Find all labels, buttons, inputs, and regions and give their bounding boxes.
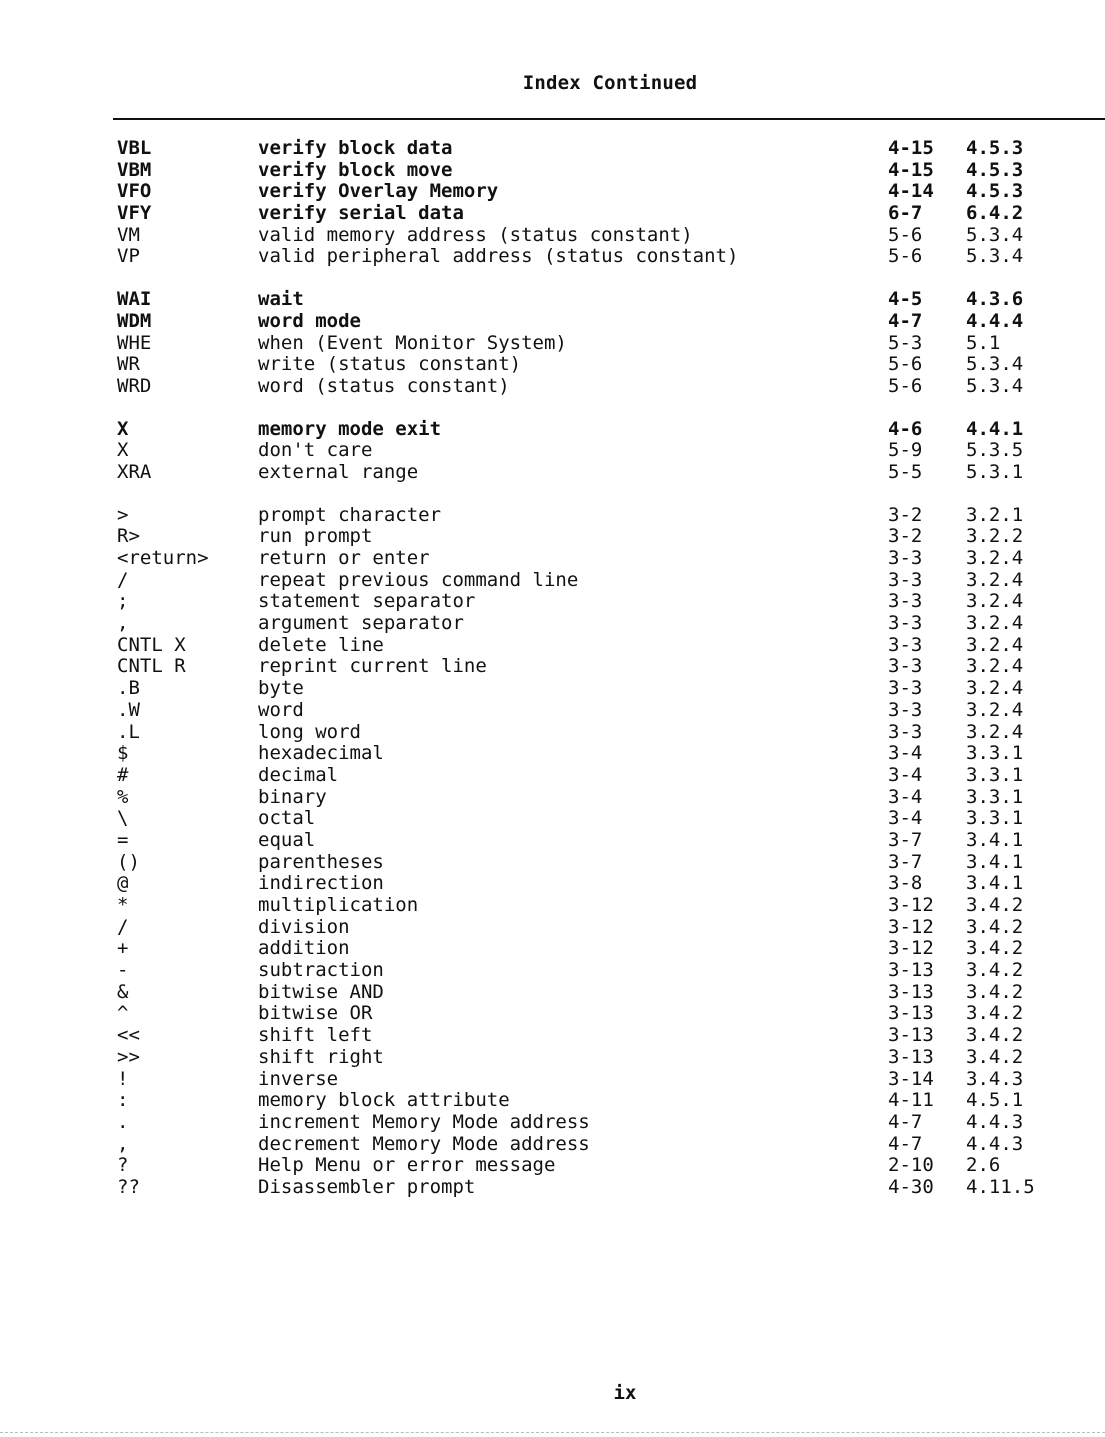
entry-section: 3.2.4 bbox=[966, 655, 1024, 678]
entry-page: 5-6 bbox=[888, 353, 923, 376]
index-entry bbox=[0, 181, 1105, 203]
entry-description: Help Menu or error message bbox=[258, 1154, 556, 1177]
entry-section: 3.4.2 bbox=[966, 915, 1024, 938]
entry-code: CNTL R bbox=[117, 655, 186, 678]
entry-code: .B bbox=[117, 677, 140, 700]
index-entry bbox=[0, 376, 1105, 398]
index-entry bbox=[0, 895, 1105, 917]
entry-code: VBL bbox=[117, 137, 152, 159]
index-group bbox=[0, 289, 1105, 397]
entry-page: 6-7 bbox=[888, 202, 923, 225]
entry-code: .W bbox=[117, 698, 140, 721]
entry-description: argument separator bbox=[258, 612, 464, 635]
entry-page: 3-7 bbox=[888, 828, 923, 851]
entry-description: bitwise AND bbox=[258, 980, 384, 1003]
entry-page: 3-13 bbox=[888, 959, 934, 982]
entry-page: 3-13 bbox=[888, 980, 934, 1003]
entry-page: 3-4 bbox=[888, 785, 923, 808]
entry-description: write (status constant) bbox=[258, 353, 522, 376]
entry-description: word bbox=[258, 698, 304, 721]
entry-section: 4.3.6 bbox=[966, 288, 1024, 311]
entry-code: # bbox=[117, 763, 129, 786]
entry-description: long word bbox=[258, 720, 361, 743]
entry-code: << bbox=[117, 1024, 140, 1047]
entry-section: 4.5.3 bbox=[966, 180, 1024, 203]
entry-section: 4.5.1 bbox=[966, 1089, 1024, 1112]
entry-code: - bbox=[117, 959, 129, 982]
entry-section: 5.3.4 bbox=[966, 374, 1024, 397]
entry-section: 3.2.2 bbox=[966, 525, 1024, 548]
index-entry bbox=[0, 570, 1105, 592]
entry-section: 3.4.2 bbox=[966, 959, 1024, 982]
entry-page: 3-2 bbox=[888, 503, 923, 526]
entry-code: / bbox=[117, 915, 129, 938]
entry-section: 3.4.1 bbox=[966, 828, 1024, 851]
scan-edge-line bbox=[0, 1432, 1105, 1433]
entry-description: delete line bbox=[258, 633, 384, 656]
entry-description: subtraction bbox=[258, 959, 384, 982]
index-entry bbox=[0, 700, 1105, 722]
entry-description: valid peripheral address (status constant) bbox=[258, 245, 739, 268]
entry-section: 3.2.1 bbox=[966, 503, 1024, 526]
index-entry bbox=[0, 354, 1105, 376]
entry-page: 3-8 bbox=[888, 872, 923, 895]
entry-section: 5.3.4 bbox=[966, 353, 1024, 376]
index-group bbox=[0, 138, 1105, 268]
page-title: Index Continued bbox=[522, 72, 698, 94]
entry-description: wait bbox=[258, 288, 304, 311]
entry-code: CNTL X bbox=[117, 633, 186, 656]
entry-page: 3-3 bbox=[888, 590, 923, 613]
entry-section: 6.4.2 bbox=[966, 202, 1024, 225]
entry-description: verify block move bbox=[258, 158, 453, 181]
entry-description: byte bbox=[258, 677, 304, 700]
entry-section: 2.6 bbox=[966, 1154, 1001, 1177]
index-entry bbox=[0, 1134, 1105, 1156]
index-entry bbox=[0, 808, 1105, 830]
entry-page: 3-12 bbox=[888, 915, 934, 938]
entry-description: valid memory address (status constant) bbox=[258, 223, 693, 246]
entry-page: 5-6 bbox=[888, 223, 923, 246]
entry-page: 3-4 bbox=[888, 742, 923, 765]
index-entry bbox=[0, 743, 1105, 765]
entry-section: 4.4.4 bbox=[966, 309, 1024, 332]
entry-description: prompt character bbox=[258, 503, 442, 526]
entry-description: decrement Memory Mode address bbox=[258, 1132, 590, 1155]
entry-description: shift left bbox=[258, 1024, 373, 1047]
entry-description: word mode bbox=[258, 309, 361, 332]
entry-description: division bbox=[258, 915, 350, 938]
entry-code: ; bbox=[117, 590, 129, 613]
entry-page: 3-13 bbox=[888, 1002, 934, 1025]
index-group bbox=[0, 419, 1105, 484]
entry-code: WAI bbox=[117, 288, 152, 311]
entry-code: , bbox=[117, 612, 129, 635]
entry-description: reprint current line bbox=[258, 655, 487, 678]
entry-page: 4-15 bbox=[888, 158, 934, 181]
entry-section: 3.4.2 bbox=[966, 1045, 1024, 1068]
entry-section: 3.4.2 bbox=[966, 1024, 1024, 1047]
entry-section: 4.11.5 bbox=[966, 1175, 1035, 1198]
entry-description: hexadecimal bbox=[258, 742, 384, 765]
index-entry bbox=[0, 982, 1105, 1004]
entry-page: 3-12 bbox=[888, 937, 934, 960]
entry-description: verify Overlay Memory bbox=[258, 180, 499, 203]
entry-page: 4-15 bbox=[888, 137, 934, 159]
entry-code: ? bbox=[117, 1154, 129, 1177]
entry-page: 4-7 bbox=[888, 1110, 923, 1133]
entry-code: * bbox=[117, 894, 129, 916]
entry-page: 5-3 bbox=[888, 331, 923, 354]
entry-description: statement separator bbox=[258, 590, 476, 613]
entry-section: 3.4.1 bbox=[966, 872, 1024, 895]
entry-code: / bbox=[117, 568, 129, 591]
entry-section: 5.3.1 bbox=[966, 460, 1024, 483]
entry-code: ?? bbox=[117, 1175, 140, 1198]
entry-page: 4-14 bbox=[888, 180, 934, 203]
entry-page: 5-9 bbox=[888, 439, 923, 462]
entry-description: word (status constant) bbox=[258, 374, 510, 397]
entry-description: octal bbox=[258, 807, 316, 830]
index-entry bbox=[0, 1177, 1105, 1199]
entry-section: 3.2.4 bbox=[966, 547, 1024, 569]
index-table bbox=[0, 138, 1105, 1220]
entry-section: 3.2.4 bbox=[966, 568, 1024, 591]
entry-description: verify block data bbox=[258, 137, 453, 159]
index-group bbox=[0, 505, 1105, 1199]
index-entry bbox=[0, 1025, 1105, 1047]
entry-page: 4-7 bbox=[888, 1132, 923, 1155]
entry-code: () bbox=[117, 850, 140, 873]
index-entry bbox=[0, 1003, 1105, 1025]
page-number: ix bbox=[613, 1382, 637, 1404]
entry-page: 3-3 bbox=[888, 698, 923, 721]
entry-section: 3.4.2 bbox=[966, 980, 1024, 1003]
entry-section: 4.5.3 bbox=[966, 158, 1024, 181]
entry-page: 2-10 bbox=[888, 1154, 934, 1177]
entry-code: WR bbox=[117, 353, 140, 376]
entry-description: repeat previous command line bbox=[258, 568, 579, 591]
entry-description: Disassembler prompt bbox=[258, 1175, 476, 1198]
entry-description: memory block attribute bbox=[258, 1089, 510, 1112]
entry-code: R> bbox=[117, 525, 140, 548]
entry-section: 4.5.3 bbox=[966, 137, 1024, 159]
index-entry bbox=[0, 225, 1105, 247]
entry-page: 3-2 bbox=[888, 525, 923, 548]
entry-code: ^ bbox=[117, 1002, 129, 1025]
entry-section: 5.1 bbox=[966, 331, 1001, 354]
entry-description: addition bbox=[258, 937, 350, 960]
index-entry bbox=[0, 160, 1105, 182]
index-entry bbox=[0, 960, 1105, 982]
entry-code: \ bbox=[117, 807, 129, 830]
entry-description: bitwise OR bbox=[258, 1002, 373, 1025]
index-entry bbox=[0, 1155, 1105, 1177]
entry-page: 5-6 bbox=[888, 245, 923, 268]
entry-code: $ bbox=[117, 742, 129, 765]
index-entry bbox=[0, 678, 1105, 700]
entry-section: 3.3.1 bbox=[966, 807, 1024, 830]
entry-code: WDM bbox=[117, 309, 152, 332]
entry-page: 3-4 bbox=[888, 807, 923, 830]
entry-section: 3.3.1 bbox=[966, 763, 1024, 786]
entry-description: equal bbox=[258, 828, 316, 851]
entry-section: 5.3.4 bbox=[966, 245, 1024, 268]
index-entry bbox=[0, 311, 1105, 333]
entry-section: 5.3.5 bbox=[966, 439, 1024, 462]
index-entry bbox=[0, 591, 1105, 613]
entry-code: >> bbox=[117, 1045, 140, 1068]
entry-description: increment Memory Mode address bbox=[258, 1110, 590, 1133]
entry-page: 3-14 bbox=[888, 1067, 934, 1090]
index-entry bbox=[0, 289, 1105, 311]
index-entry bbox=[0, 722, 1105, 744]
entry-page: 5-5 bbox=[888, 460, 923, 483]
entry-section: 4.4.3 bbox=[966, 1132, 1024, 1155]
entry-page: 3-7 bbox=[888, 850, 923, 873]
entry-code: & bbox=[117, 980, 129, 1003]
entry-section: 3.2.4 bbox=[966, 633, 1024, 656]
entry-description: shift right bbox=[258, 1045, 384, 1068]
entry-code: VFO bbox=[117, 180, 152, 203]
entry-section: 4.4.1 bbox=[966, 417, 1024, 440]
index-entry bbox=[0, 505, 1105, 527]
entry-code: XRA bbox=[117, 460, 152, 483]
entry-description: binary bbox=[258, 785, 327, 808]
entry-page: 3-3 bbox=[888, 677, 923, 700]
index-entry bbox=[0, 246, 1105, 268]
entry-description: memory mode exit bbox=[258, 417, 442, 440]
entry-section: 3.2.4 bbox=[966, 677, 1024, 700]
entry-section: 3.2.4 bbox=[966, 612, 1024, 635]
entry-description: parentheses bbox=[258, 850, 384, 873]
index-entry bbox=[0, 635, 1105, 657]
index-entry bbox=[0, 938, 1105, 960]
entry-description: when (Event Monitor System) bbox=[258, 331, 567, 354]
entry-code: , bbox=[117, 1132, 129, 1155]
index-entry bbox=[0, 765, 1105, 787]
entry-section: 3.4.2 bbox=[966, 1002, 1024, 1025]
entry-description: inverse bbox=[258, 1067, 339, 1090]
entry-description: verify serial data bbox=[258, 202, 464, 225]
entry-page: 3-13 bbox=[888, 1045, 934, 1068]
index-entry bbox=[0, 1112, 1105, 1134]
entry-description: multiplication bbox=[258, 894, 419, 916]
entry-page: 4-7 bbox=[888, 309, 923, 332]
entry-code: % bbox=[117, 785, 129, 808]
entry-description: indirection bbox=[258, 872, 384, 895]
entry-description: don't care bbox=[258, 439, 373, 462]
entry-page: 3-13 bbox=[888, 1024, 934, 1047]
entry-page: 4-5 bbox=[888, 288, 923, 311]
header-rule bbox=[113, 118, 1105, 120]
entry-code: WHE bbox=[117, 331, 152, 354]
entry-code: . bbox=[117, 1110, 129, 1133]
index-entry bbox=[0, 419, 1105, 441]
entry-code: VM bbox=[117, 223, 140, 246]
index-entry bbox=[0, 787, 1105, 809]
entry-page: 3-3 bbox=[888, 547, 923, 569]
entry-section: 3.3.1 bbox=[966, 785, 1024, 808]
entry-description: decimal bbox=[258, 763, 339, 786]
entry-page: 3-3 bbox=[888, 720, 923, 743]
index-entry bbox=[0, 333, 1105, 355]
entry-page: 3-3 bbox=[888, 633, 923, 656]
entry-section: 3.4.3 bbox=[966, 1067, 1024, 1090]
index-entry bbox=[0, 656, 1105, 678]
entry-description: return or enter bbox=[258, 547, 430, 569]
index-entry bbox=[0, 613, 1105, 635]
entry-code: + bbox=[117, 937, 129, 960]
entry-page: 4-30 bbox=[888, 1175, 934, 1198]
entry-code: > bbox=[117, 503, 129, 526]
index-entry bbox=[0, 830, 1105, 852]
entry-page: 3-3 bbox=[888, 612, 923, 635]
entry-section: 3.2.4 bbox=[966, 720, 1024, 743]
index-entry bbox=[0, 203, 1105, 225]
entry-page: 4-11 bbox=[888, 1089, 934, 1112]
entry-section: 5.3.4 bbox=[966, 223, 1024, 246]
entry-description: run prompt bbox=[258, 525, 373, 548]
entry-code: : bbox=[117, 1089, 129, 1112]
entry-code: .L bbox=[117, 720, 140, 743]
entry-code: VP bbox=[117, 245, 140, 268]
entry-code: = bbox=[117, 828, 129, 851]
entry-page: 5-6 bbox=[888, 374, 923, 397]
entry-code: VFY bbox=[117, 202, 152, 225]
index-entry bbox=[0, 917, 1105, 939]
entry-section: 3.4.2 bbox=[966, 894, 1024, 916]
entry-code: <return> bbox=[117, 547, 209, 569]
entry-code: ! bbox=[117, 1067, 129, 1090]
index-entry bbox=[0, 1047, 1105, 1069]
index-entry bbox=[0, 462, 1105, 484]
index-entry bbox=[0, 138, 1105, 160]
entry-code: VBM bbox=[117, 158, 152, 181]
entry-code: X bbox=[117, 439, 129, 462]
index-entry bbox=[0, 548, 1105, 570]
entry-description: external range bbox=[258, 460, 419, 483]
index-entry bbox=[0, 873, 1105, 895]
entry-section: 4.4.3 bbox=[966, 1110, 1024, 1133]
index-entry bbox=[0, 526, 1105, 548]
entry-page: 3-3 bbox=[888, 568, 923, 591]
index-entry bbox=[0, 852, 1105, 874]
entry-code: @ bbox=[117, 872, 129, 895]
entry-page: 3-4 bbox=[888, 763, 923, 786]
entry-page: 4-6 bbox=[888, 417, 923, 440]
entry-section: 3.2.4 bbox=[966, 590, 1024, 613]
entry-page: 3-12 bbox=[888, 894, 934, 916]
entry-code: X bbox=[117, 417, 129, 440]
entry-section: 3.2.4 bbox=[966, 698, 1024, 721]
index-entry bbox=[0, 1090, 1105, 1112]
entry-section: 3.4.1 bbox=[966, 850, 1024, 873]
entry-page: 3-3 bbox=[888, 655, 923, 678]
index-entry bbox=[0, 1069, 1105, 1091]
index-entry bbox=[0, 440, 1105, 462]
entry-code: WRD bbox=[117, 374, 152, 397]
entry-section: 3.4.2 bbox=[966, 937, 1024, 960]
entry-section: 3.3.1 bbox=[966, 742, 1024, 765]
